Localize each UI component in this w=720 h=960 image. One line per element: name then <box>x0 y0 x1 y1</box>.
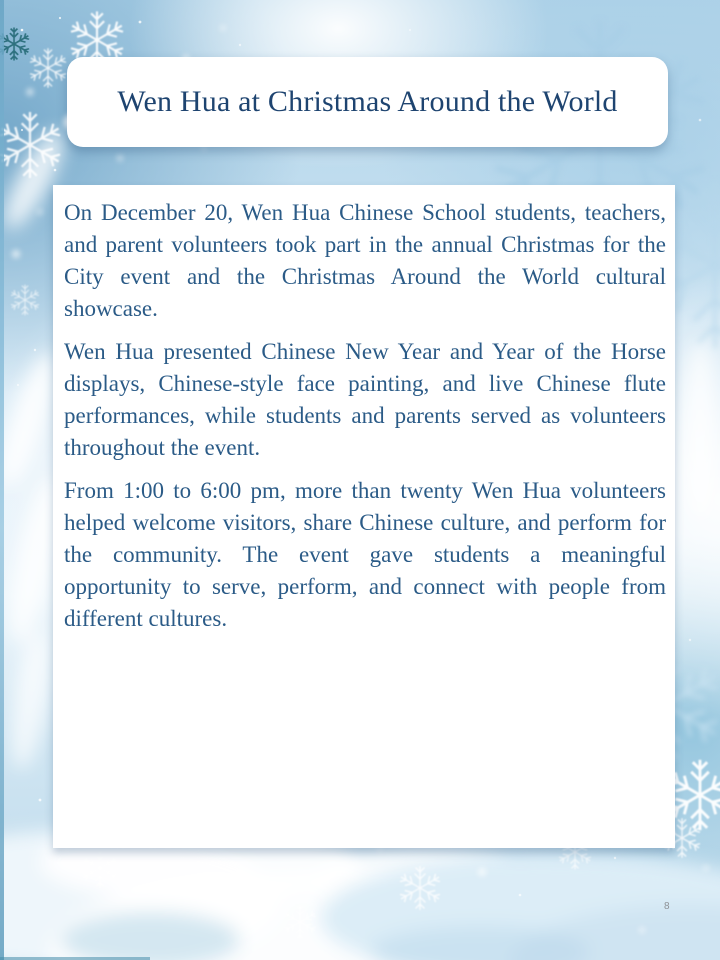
body-paragraphs <box>64 197 666 635</box>
body-paragraph: Wen Hua presented Chinese New Year and Year of the Horse displays, Chinese-style face painting, and live Chinese flute performances, while students and parents served as volunteers throughout the event. <box>64 339 666 460</box>
page-number: 8 <box>664 901 670 912</box>
body-paragraph: On December 20, Wen Hua Chinese School students, teachers, and parent volunteers took part in the annual Christmas for the City event and the Christmas Around the World cultural showcase. <box>64 200 666 321</box>
teal-snowflake-icon <box>0 28 30 61</box>
title-card <box>67 57 668 147</box>
background-left-edge <box>0 0 4 960</box>
body-paragraph: From 1:00 to 6:00 pm, more than twenty Wen Hua volunteers helped welcome visitors, share Chinese culture, and perform for the community. The event gave students a meaningful opportunity to serve, perform, and connect with people from different cultures. <box>64 478 666 631</box>
slide-title: Wen Hua at Christmas Around the World <box>117 85 618 118</box>
body-text-box <box>53 185 675 848</box>
